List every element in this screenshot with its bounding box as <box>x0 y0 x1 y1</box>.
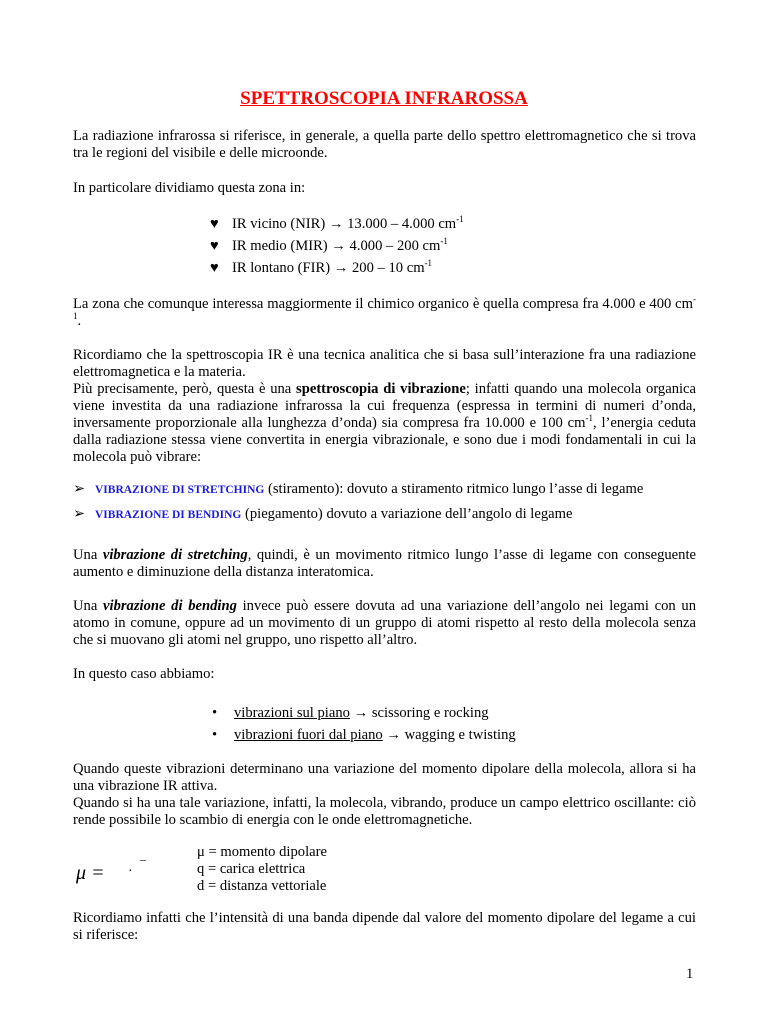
heart-bullet-icon: ♥ <box>210 216 219 232</box>
intro-paragraph: La radiazione infrarossa si riferisce, in generale, a quella parte dello spettro elettromagnetico che si trova tra le regioni del visibile e delle microonde. <box>73 128 696 161</box>
stretching-paragraph: Una vibrazione di stretching, quindi, è un movimento ritmico lungo l’asse di legame con conseguente aumento e diminuzione della distanza interatomica. <box>73 547 696 580</box>
heart-bullet-icon: ♥ <box>210 238 219 254</box>
quando-paragraph-1: Quando queste vibrazioni determinano una variazione del momento dipolare della molecola, allora si ha una vibrazione IR attiva. <box>73 761 696 794</box>
vibration-modes-list <box>73 478 643 528</box>
list-item: ♥ IR lontano (FIR) → 200 – 10 $cm^{-1}$ <box>210 257 464 279</box>
ricordiamo2-paragraph: Ricordiamo infatti che l’intensità di una banda dipende dal valore del momento dipolare del legame a cui si riferisce: <box>73 910 696 943</box>
ricordiamo-paragraph: Ricordiamo che la spettroscopia IR è una tecnica analitica che si basa sull’interazione fra una radiazione elettromagnetica e la materia. <box>73 347 696 380</box>
formula-vector-bar: – <box>140 852 146 866</box>
arrow-bullet-icon: ➢ <box>73 506 86 522</box>
division-intro: In particolare dividiamo questa zona in: <box>73 180 306 196</box>
legend-line: q = carica elettrica <box>197 861 306 877</box>
dot-bullet-icon: • <box>212 727 218 743</box>
list-item: ➢ VIBRAZIONE DI STRETCHING (stiramento): dovuto a stiramento ritmico lungo l’asse di legame <box>73 478 643 503</box>
precisamente-paragraph: Più precisamente, però, questa è una spettroscopia di vibrazione; infatti quando una molecola organica viene investita da una radiazione infrarossa la cui frequenza (espressa in termini di numeri d’onda, inversamente proporzionale alla lunghezza d’onda) sia compresa fra 10.000 e 100 $cm^{-1}$, l’energia ceduta dalla radiazione stessa viene convertita in energia vibrazionale, e sono due i modi fondamentali in cui la molecola può vibrare: <box>73 381 696 465</box>
mode-name: VIBRAZIONE DI STRETCHING <box>95 484 265 496</box>
zone-paragraph: La zona che comunque interessa maggiormente il chimico organico è quella compresa fra 4.000 e 400 $cm^{-1}$. <box>73 294 696 329</box>
bending-paragraph: Una vibrazione di bending invece può essere dovuta ad una variazione dell’angolo nei legami con un atomo in comune, oppure ad un movimento di un gruppo di atomi rispetto al resto della molecola senza che si muovano gli atomi nel gruppo, uno rispetto all’altro. <box>73 598 696 648</box>
dipole-formula: μ = <box>76 862 105 884</box>
heart-bullet-icon: ♥ <box>210 260 219 276</box>
ir-regions-list <box>210 213 464 279</box>
mode-name: VIBRAZIONE DI BENDING <box>95 509 242 521</box>
quando-paragraph-2: Quando si ha una tale variazione, infatti, la molecola, vibrando, produce un campo elettrico oscillante: ciò rende possibile lo scambio di energia con le onde elettromagnetiche. <box>73 795 696 828</box>
legend-line: μ = momento dipolare <box>197 844 327 860</box>
list-item: • vibrazioni sul piano → scissoring e rocking <box>212 702 516 724</box>
arrow-bullet-icon: ➢ <box>73 481 86 497</box>
in-questo-caso: In questo caso abbiamo: <box>73 666 215 682</box>
formula-legend <box>197 844 327 895</box>
page-number: 1 <box>686 966 694 982</box>
page-title: SPETTROSCOPIA INFRAROSSA <box>240 88 528 109</box>
formula-dot: · <box>128 864 133 879</box>
list-item: ➢ VIBRAZIONE DI BENDING (piegamento) dovuto a variazione dell’angolo di legame <box>73 503 643 528</box>
legend-line: d = distanza vettoriale <box>197 878 327 894</box>
list-item: ♥ IR medio (MIR) → 4.000 – 200 $cm^{-1}$ <box>210 235 464 257</box>
dot-bullet-icon: • <box>212 705 218 721</box>
list-item: ♥ IR vicino (NIR) → 13.000 – 4.000 $cm^{-1}$ <box>210 213 464 235</box>
vibration-types-list <box>212 702 516 746</box>
list-item: • vibrazioni fuori dal piano → wagging e twisting <box>212 724 516 746</box>
